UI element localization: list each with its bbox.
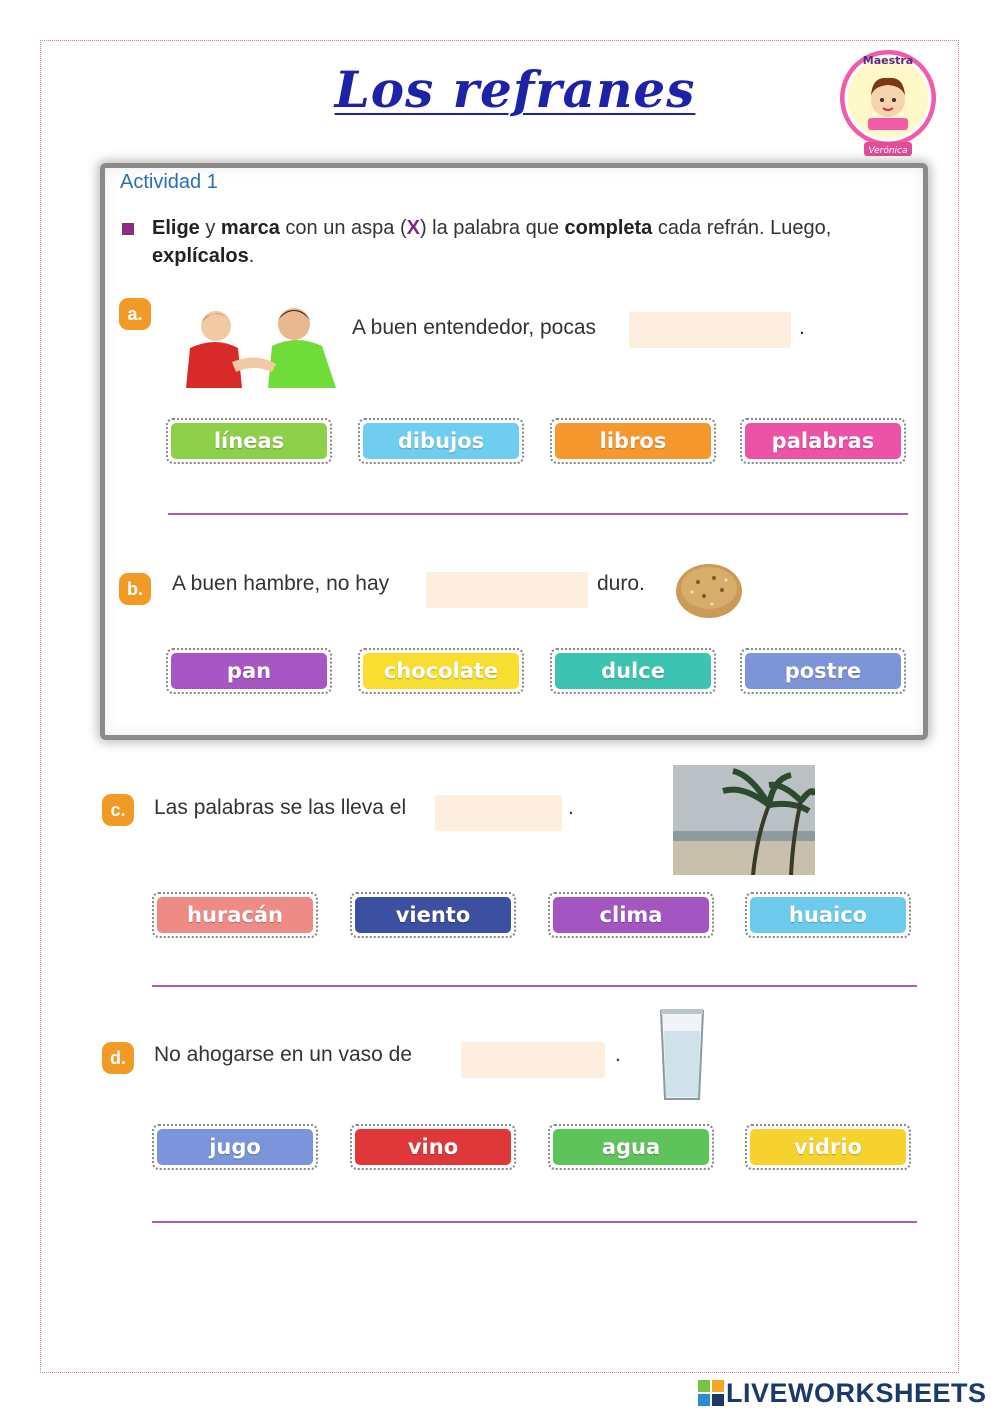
- item-d-answer-blank[interactable]: [461, 1042, 605, 1078]
- option-d-jugo[interactable]: jugo: [152, 1124, 318, 1170]
- boys-handshake-image: [176, 302, 348, 388]
- option-b-dulce[interactable]: dulce: [550, 648, 716, 694]
- badge-top-text: Maestra: [862, 54, 914, 67]
- liveworksheets-logo: [698, 1378, 987, 1408]
- item-d-explanation-line[interactable]: [152, 1221, 917, 1223]
- bread-roll-image: [674, 560, 744, 620]
- option-d-agua[interactable]: agua: [548, 1124, 714, 1170]
- option-a-dibujos[interactable]: dibujos: [358, 418, 524, 464]
- item-c-explanation-line[interactable]: [152, 985, 917, 987]
- teacher-badge: [838, 40, 940, 160]
- item-a-sentence-end: .: [799, 316, 805, 339]
- option-c-huracan[interactable]: huracán: [152, 892, 318, 938]
- liveworksheets-icon: [698, 1380, 724, 1406]
- option-c-huaico[interactable]: huaico: [745, 892, 911, 938]
- option-a-lineas[interactable]: líneas: [166, 418, 332, 464]
- liveworksheets-logo-text: LIVEWORKSHEETS: [726, 1377, 987, 1408]
- item-c-letter: c.: [102, 794, 134, 826]
- option-a-libros[interactable]: libros: [550, 418, 716, 464]
- water-glass-image: [657, 1007, 707, 1103]
- option-d-vino[interactable]: vino: [350, 1124, 516, 1170]
- item-a-explanation-line[interactable]: [168, 513, 908, 515]
- option-c-viento[interactable]: viento: [350, 892, 516, 938]
- hurricane-palm-image: [673, 765, 815, 875]
- badge-bottom-text: Verónica: [868, 146, 908, 156]
- instruction-text: Elige y marca con un aspa (X) la palabra que completa cada refrán. Luego, explícalos.: [152, 217, 832, 267]
- item-a-letter: a.: [119, 298, 151, 330]
- option-b-postre[interactable]: postre: [740, 648, 906, 694]
- option-a-palabras[interactable]: palabras: [740, 418, 906, 464]
- item-b-answer-blank[interactable]: [426, 572, 588, 608]
- bullet-square: [122, 223, 134, 235]
- page-title: Los refranes: [334, 60, 696, 119]
- option-b-chocolate[interactable]: chocolate: [358, 648, 524, 694]
- activity-heading: Actividad 1: [120, 171, 218, 193]
- item-b-letter: b.: [119, 573, 151, 605]
- item-b-sentence-start: A buen hambre, no hay: [172, 572, 390, 595]
- item-d-letter: d.: [102, 1042, 134, 1074]
- option-d-vidrio[interactable]: vidrio: [745, 1124, 911, 1170]
- option-c-clima[interactable]: clima: [548, 892, 714, 938]
- item-a-sentence-start: A buen entendedor, pocas: [352, 316, 597, 339]
- option-b-pan[interactable]: pan: [166, 648, 332, 694]
- item-a-answer-blank[interactable]: [629, 312, 791, 348]
- item-c-answer-blank[interactable]: [435, 795, 562, 831]
- item-b-sentence-end: duro.: [597, 572, 645, 595]
- item-d-sentence-start: No ahogarse en un vaso de: [154, 1043, 413, 1066]
- item-c-sentence-end: .: [568, 796, 574, 819]
- item-d-sentence-end: .: [615, 1043, 621, 1066]
- item-c-sentence-start: Las palabras se las lleva el: [154, 796, 407, 819]
